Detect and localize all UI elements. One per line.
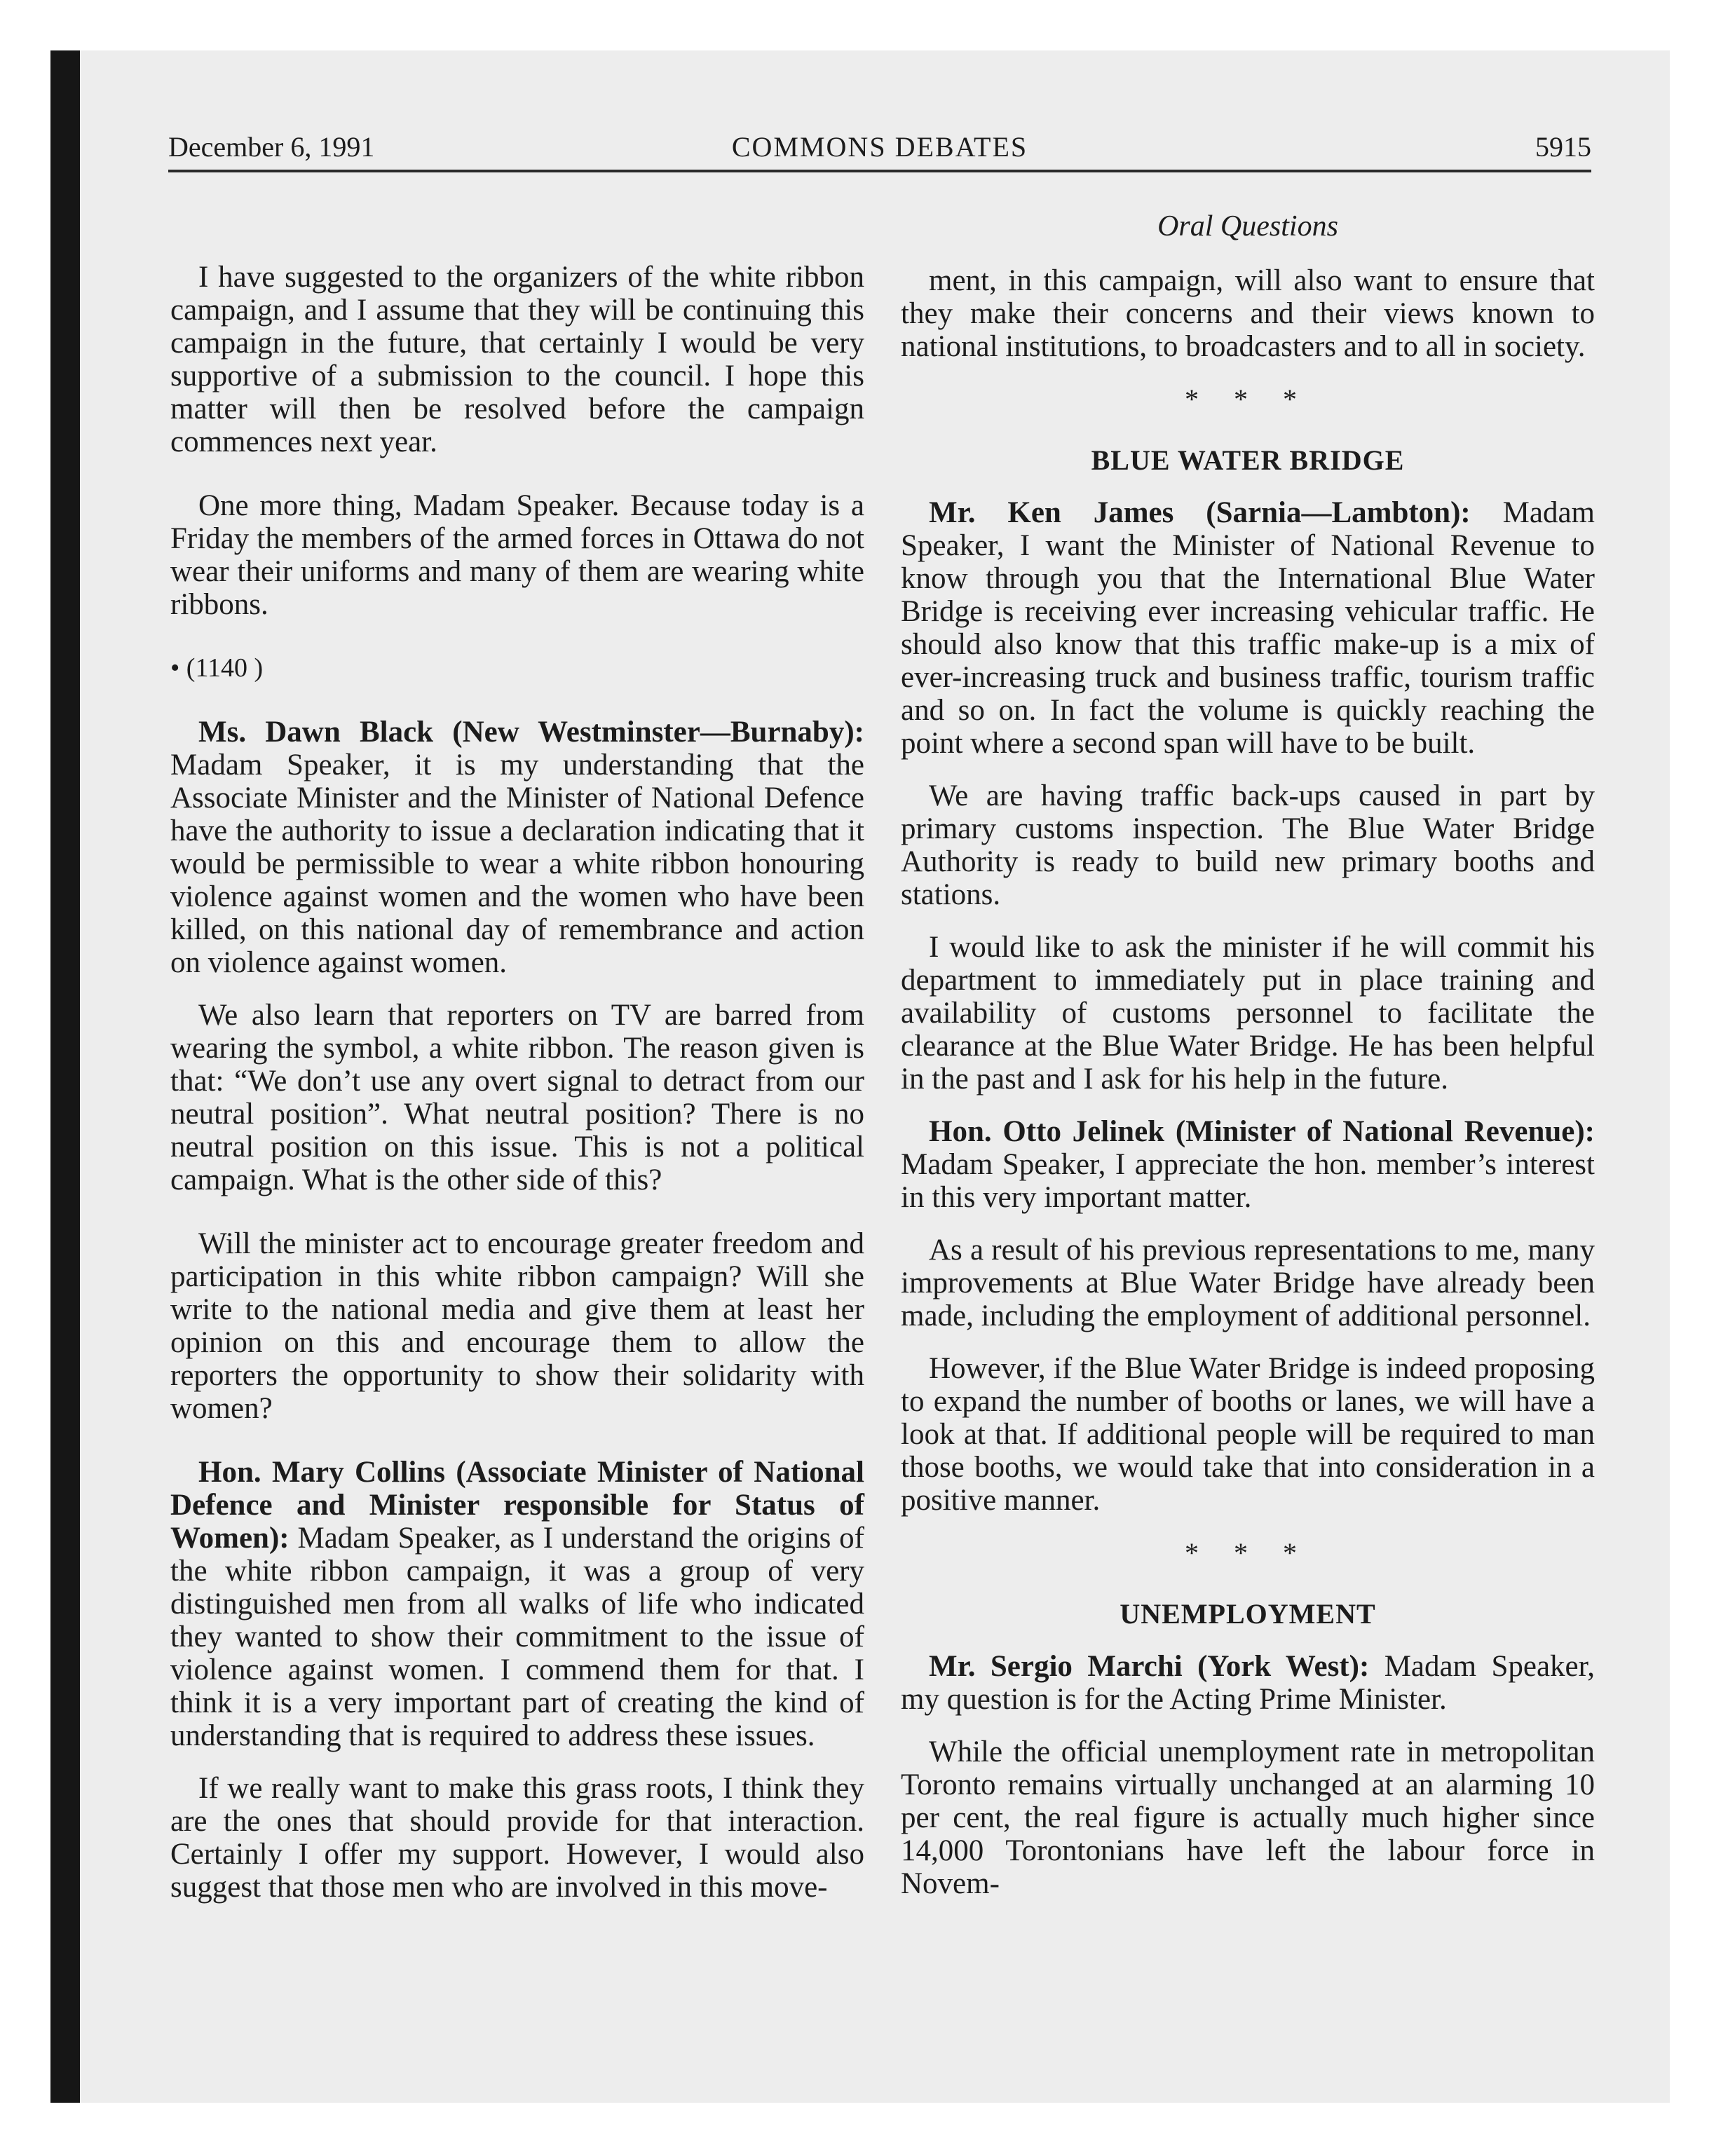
section-divider: * * * — [1185, 383, 1311, 415]
section-label: Oral Questions — [1157, 210, 1338, 243]
paragraph — [170, 1456, 864, 1752]
paragraph: However, if the Blue Water Bridge is indeed proposing to expand the number of booths or lanes, we will have a look at that. If additional people will be required to man those booths, we would take that into consideration in a positive manner. — [901, 1352, 1595, 1517]
paragraph: While the official unemployment rate in metropolitan Toronto remains virtually unchanged at an alarming 10 per cent, the real figure is actually much higher since 14,000 Torontonians have left the labour force in Novem- — [901, 1735, 1595, 1900]
left-column — [170, 261, 864, 1935]
header-title: COMMONS DEBATES — [731, 131, 1028, 163]
paragraph: I have suggested to the organizers of the white ribbon campaign, and I assume that they will be continuing this campaign in the future, that certainly I would be very supportive of a submission to the council. I hope this matter will then be resolved before the campaign commences next year. — [170, 261, 864, 458]
paragraph — [170, 716, 864, 979]
speech-text: Madam Speaker, it is my understanding that the Associate Minister and the Minister of National Defence have the authority to issue a declaration indicating that it would be permissible to wear a white ribbon honouring violence against women and the women who have been killed, on this national day of remembrance and action on violence against women. — [170, 749, 864, 979]
speaker-name: Ms. Dawn Black (New Westminster—Burnaby): — [198, 716, 864, 749]
paragraph: ment, in this campaign, will also want to ensure that they make their concerns and their views known to national institutions, to broadcasters and to all in society. — [901, 264, 1595, 363]
paragraph: If we really want to make this grass roots, I think they are the ones that should provide for that interaction. Certainly I offer my support. However, I would also suggest that those men who are involved in this move- — [170, 1772, 864, 1904]
paragraph: We also learn that reporters on TV are barred from wearing the symbol, a white ribbon. The reason given is that: “We don’t use any overt signal to detract from our neutral position”. What neutral position? There is no neutral position on this issue. This is not a political campaign. What is the other side of this? — [170, 999, 864, 1196]
scan-binding-edge — [50, 50, 80, 2103]
speaker-name: Hon. Mary Collins (Associate Minister of National Defence and Minister responsible for Status of Women): — [170, 1456, 864, 1555]
paragraph — [901, 1650, 1595, 1716]
paragraph — [901, 1115, 1595, 1214]
section-heading: UNEMPLOYMENT — [1120, 1598, 1376, 1630]
speech-text: Madam Speaker, I want the Minister of National Revenue to know through you that the International Blue Water Bridge is receiving ever increasing vehicular traffic. He should also know that this traffic make-up is a mix of ever-increasing truck and business traffic, tourism traffic and so on. In fact the volume is quickly reaching the point where a second span will have to be built. — [901, 496, 1595, 760]
section-divider: * * * — [1185, 1537, 1311, 1569]
right-column — [901, 210, 1595, 1920]
paragraph: I would like to ask the minister if he will commit his department to immediately put in place training and availability of customs personnel to facilitate the clearance at the Blue Water Bridge. He has been helpful in the past and I ask for his help in the future. — [901, 931, 1595, 1096]
page-number: 5915 — [1535, 131, 1591, 163]
speaker-name: Mr. Sergio Marchi (York West): — [929, 1650, 1370, 1683]
speech-text: Madam Speaker, my question is for the Acting Prime Minister. — [901, 1650, 1595, 1716]
speaker-name: Hon. Otto Jelinek (Minister of National Revenue): — [929, 1115, 1595, 1148]
paragraph — [901, 496, 1595, 760]
section-heading: BLUE WATER BRIDGE — [1091, 444, 1405, 476]
speech-text: Madam Speaker, I appreciate the hon. member’s interest in this very important matter. — [901, 1148, 1595, 1214]
paragraph: Will the minister act to encourage greater freedom and participation in this white ribbon campaign? Will she write to the national media and give them at least her opinion on this and encourage them to allow the reporters the opportunity to show their solidarity with women? — [170, 1227, 864, 1425]
paragraph: As a result of his previous representations to me, many improvements at Blue Water Bridge have already been made, including the employment of additional personnel. — [901, 1234, 1595, 1332]
header-date: December 6, 1991 — [168, 131, 375, 163]
paragraph: One more thing, Madam Speaker. Because today is a Friday the members of the armed forces in Ottawa do not wear their uniforms and many of them are wearing white ribbons. — [170, 489, 864, 621]
speaker-name: Mr. Ken James (Sarnia—Lambton): — [929, 496, 1471, 529]
page-header — [168, 126, 1591, 172]
time-marker: • (1140 ) — [170, 653, 264, 683]
paragraph: We are having traffic back-ups caused in part by primary customs inspection. The Blue Water Bridge Authority is ready to build new primary booths and stations. — [901, 779, 1595, 911]
speech-text: Madam Speaker, as I understand the origins of the white ribbon campaign, it was a group of very distinguished men from all walks of life who indicated they wanted to show their commitment to the issue of violence against women. I commend them for that. I think it is a very important part of creating the kind of understanding that is required to address these issues. — [170, 1522, 864, 1752]
